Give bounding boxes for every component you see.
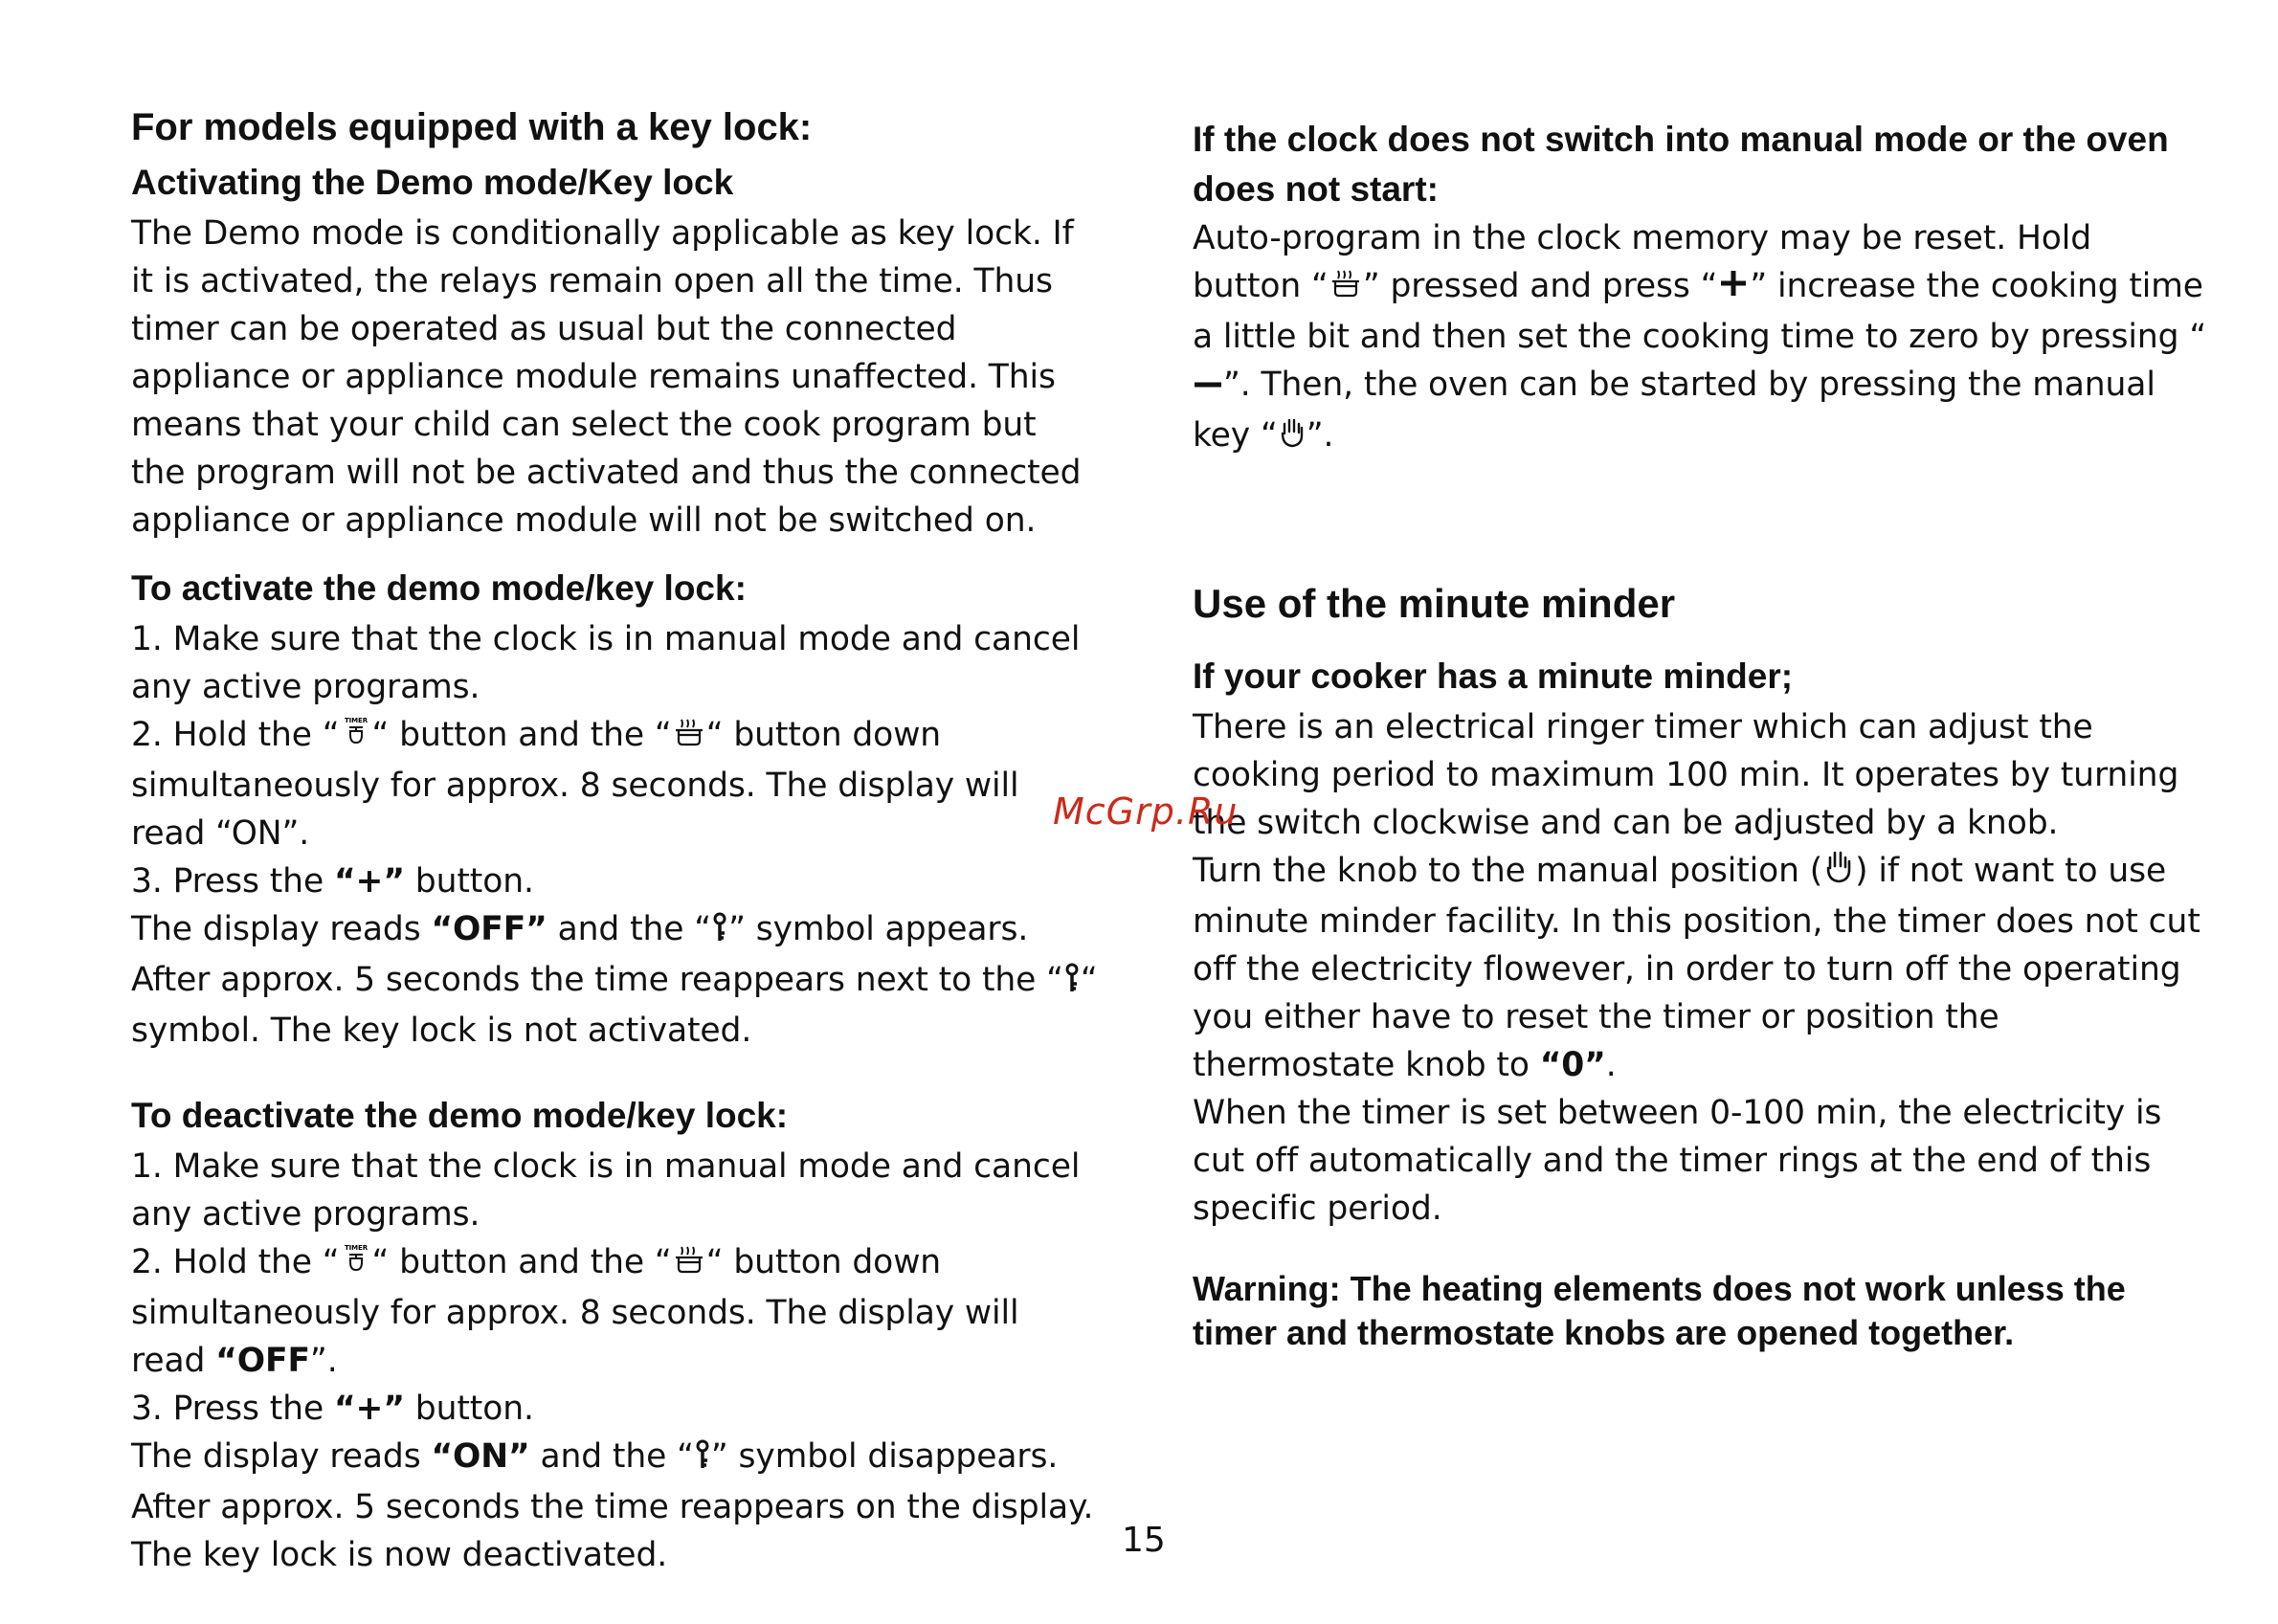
minute-minder-subheading: If your cooker has a minute minder; — [1193, 656, 1794, 696]
cooking-pot-icon — [672, 714, 706, 762]
key-lock-icon — [711, 908, 728, 956]
svg-text:TIMER: TIMER — [344, 717, 368, 724]
key-lock-icon — [1063, 959, 1081, 1007]
activate-heading: To activate the demo mode/key lock: — [131, 568, 747, 608]
key-lock-title: For models equipped with a key lock: — [131, 106, 813, 148]
clock-heading: If the clock does not switch into manual mode or the oven does not start: — [1193, 120, 2169, 209]
manual-hand-icon — [1822, 850, 1855, 898]
minus-icon — [1193, 364, 1223, 412]
activate-step-1: 1. Make sure that the clock is in manual mode and cancel any active programs. — [131, 620, 1081, 706]
activate-step-3: 3. Press the “+” button. — [131, 862, 534, 901]
demo-body: The Demo mode is conditionally applicable as key lock. If it is activated, the relays remain open all the time. Thus timer can be operated as usual but the connected appliance or appliance module remains unaffected. This means that your child can select the cook program but the program will not be activated and thus the connected appliance or appliance module will not be switched on. — [131, 214, 1082, 540]
svg-text:TIMER: TIMER — [344, 1244, 368, 1252]
page-number: 15 — [1122, 1521, 1166, 1560]
plus-icon — [1717, 265, 1750, 313]
timer-icon — [340, 1241, 372, 1289]
cooking-pot-icon — [672, 1241, 706, 1289]
minute-minder-p2: Turn the knob to the manual position ( ) if not want to use minute minder facility. In this position, the timer does not cut off the electricity flowever, in order to turn off the operating you either have to reset the timer or position the thermostate knob to “0”. — [1193, 852, 2200, 1084]
minute-minder-p1: There is an electrical ringer timer which can adjust the cooking period to maximum 100 min. It operates by turning the switch clockwise and can be adjusted by a knob. — [1193, 708, 2179, 842]
timer-icon — [340, 714, 372, 762]
activate-step-4: The display reads “OFF” and the “ ” symbol appears. — [131, 905, 1098, 956]
deactivate-step-3: 3. Press the “+” button. — [131, 1390, 534, 1428]
cooking-pot-icon — [1329, 265, 1363, 313]
activate-step-2: 2. Hold the “ TIMER “ button and the “ “ button down simultaneously for approx. 8 seconds. The display will read “ON”. — [131, 716, 1019, 853]
key-lock-icon — [694, 1435, 711, 1483]
deactivate-step-2: 2. Hold the “ TIMER “ button and the “ “ button down simultaneously for approx. 8 seconds. The display will read “OFF”. — [131, 1243, 1019, 1380]
minute-minder-p3: When the timer is set between 0-100 min, the electricity is cut off automatically and the timer rings at the end of this specific period. — [1193, 1094, 2162, 1228]
deactivate-step-5: After approx. 5 seconds the time reappears on the display. The key lock is now deactivated. — [131, 1488, 1094, 1574]
clock-body: Auto-program in the clock memory may be reset. Hold button “ ” pressed and press “ ” increase the cooking time a little bit and then set the cooking time to zero by pressing “”. Then, the oven can be started by pressing the manual key “ ”. — [1193, 214, 2207, 462]
deactivate-step-1: 1. Make sure that the clock is in manual mode and cancel any active programs. — [131, 1147, 1081, 1234]
activate-step-5: After approx. 5 seconds the time reappears next to the “ “ symbol. The key lock is not activated. — [131, 961, 1098, 1050]
manual-hand-icon — [1278, 414, 1306, 462]
right-column — [1193, 115, 2207, 1355]
left-column — [131, 99, 1098, 1579]
minute-minder-heading: Use of the minute minder — [1193, 581, 1676, 626]
warning-text: Warning: The heating elements does not work unless the timer and thermostate knobs are opened together. — [1193, 1269, 2126, 1352]
deactivate-heading: To deactivate the demo mode/key lock: — [131, 1096, 789, 1135]
watermark: McGrp.Ru — [1053, 790, 1239, 833]
deactivate-step-4: The display reads “ON” and the “ ” symbol disappears. — [131, 1433, 1098, 1483]
demo-heading: Activating the Demo mode/Key lock — [131, 163, 734, 202]
